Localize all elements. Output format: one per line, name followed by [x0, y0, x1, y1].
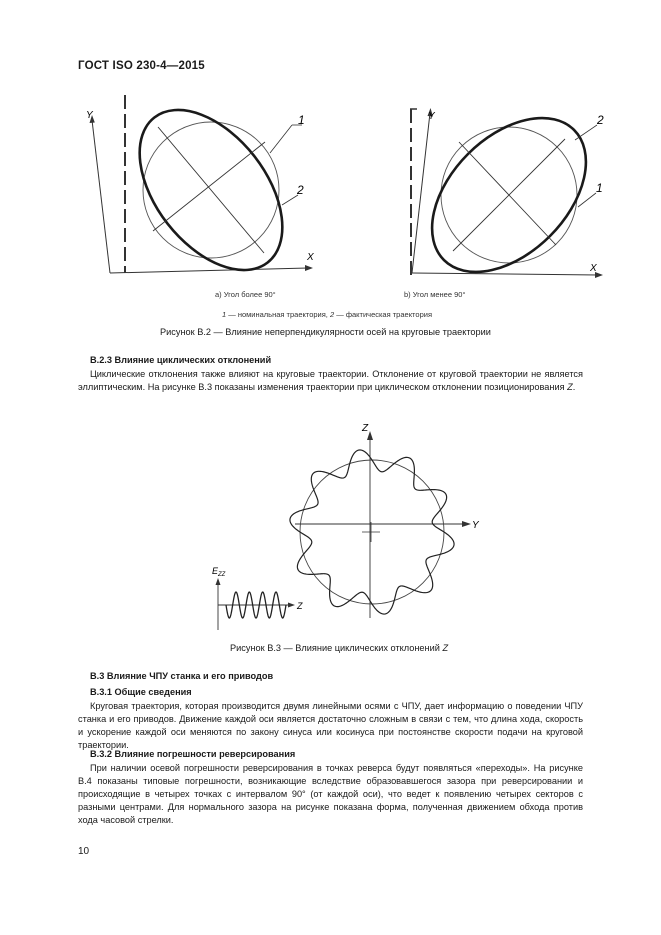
inset-ylabel-main: E [212, 566, 219, 576]
section-b32-paragraph [78, 762, 583, 827]
y-axis [92, 120, 110, 273]
inset-ylabel [212, 566, 226, 578]
inset-v-arrow [216, 578, 221, 585]
y-axis-label: Y [472, 520, 479, 531]
leader-line-1 [578, 193, 596, 207]
section-b31-paragraph [78, 700, 583, 752]
legend-text-2: — фактическая траектория [334, 310, 433, 319]
minor-axis-line [153, 142, 265, 231]
label-1: 1 [298, 113, 305, 127]
legend-text-1: — номинальная траектория, [226, 310, 330, 319]
y-axis [412, 113, 430, 273]
x-axis [412, 273, 598, 275]
section-b32-heading: В.3.2 Влияние погрешности реверсирования [90, 749, 296, 759]
major-axis-line [158, 127, 264, 253]
section-b23-heading: В.2.3 Влияние циклических отклонений [90, 355, 272, 365]
panel-a-caption: a) Угол более 90° [215, 290, 276, 299]
figure-b3-inset [212, 566, 303, 630]
figure-b2-caption: Рисунок В.2 — Влияние неперпендикулярности осей на круговые траектории [160, 327, 491, 337]
x-axis [110, 268, 308, 273]
section-b23-text: Циклические отклонения также влияют на круговые траектории. Отклонение от круговой траектории не является эллиптическим. На рисунке В.3 показаны изменения траектории при циклическом отклонении позиционирования [78, 369, 583, 392]
page-number: 10 [78, 846, 90, 857]
figure-b2-right-panel [403, 89, 610, 285]
panel-b-caption: b) Угол менее 90° [404, 290, 466, 299]
y-axis-label: Y [86, 110, 93, 121]
inset-xlabel: Z [297, 601, 303, 611]
figure-b2-left-panel [86, 85, 314, 285]
section-b3-heading: В.3 Влияние ЧПУ станка и его приводов [90, 671, 274, 681]
section-b32-text: При наличии осевой погрешности реверсирования в точках реверса будут появляться «переходы». На рисунке В.4 показаны типовые погрешности, возникающие вследствие образовавшегося зазора при реверсировании и происходящие в четырех точках с интервалом 90° (от каждой оси), что ведет к появлению четырех секторов с разными центрами. Для нормального зазора на рисунке показана форма, полученная движением обхода против хода часовой стрелки. [78, 763, 583, 825]
label-2: 2 [597, 113, 604, 127]
section-b31-text: Круговая траектория, которая производится двумя линейными осями с ЧПУ, дает информацию о поведении ЧПУ станка и его приводов. Движение каждой оси является достаточно сложным в связи с тем, что длина хода, скорость и ускорение каждой оси меняются по закону синуса или косинуса при постоянстве скорости подачи на круговой траектории. [78, 701, 583, 750]
leader-line-2 [282, 195, 298, 205]
figure-b3-caption-text: Рисунок В.3 — Влияние циклических отклонений [230, 643, 443, 653]
figure-b3-caption-axis: Z [442, 643, 449, 653]
legend-num-1: 1 [222, 310, 227, 319]
minor-axis-line [459, 142, 556, 245]
z-axis-label: Z [362, 423, 369, 434]
figure-b3-caption [230, 643, 448, 653]
label-2: 2 [297, 183, 304, 197]
legend-num-2: 2 [329, 310, 335, 319]
x-axis-arrow [305, 265, 313, 271]
document-header: ГОСТ ISO 230-4—2015 [78, 60, 205, 72]
inset-ylabel-sub: ZZ [218, 572, 226, 578]
section-b31-heading: В.3.1 Общие сведения [90, 687, 192, 697]
figure-b2-legend [222, 310, 432, 319]
label-1: 1 [596, 181, 603, 195]
figure-b2 [70, 85, 610, 285]
inset-h-arrow [288, 603, 295, 608]
leader-line-2 [575, 125, 597, 140]
x-axis-label: X [307, 252, 314, 263]
leader-line-1 [270, 125, 292, 153]
figure-b3 [200, 418, 500, 633]
y-axis-label: Y [428, 111, 435, 122]
section-b23-paragraph [78, 368, 583, 394]
y-axis-arrow [462, 521, 471, 527]
section-b23-end: . [572, 382, 576, 392]
section-b23-axis: Z [567, 382, 573, 392]
x-axis-label: X [590, 263, 597, 274]
